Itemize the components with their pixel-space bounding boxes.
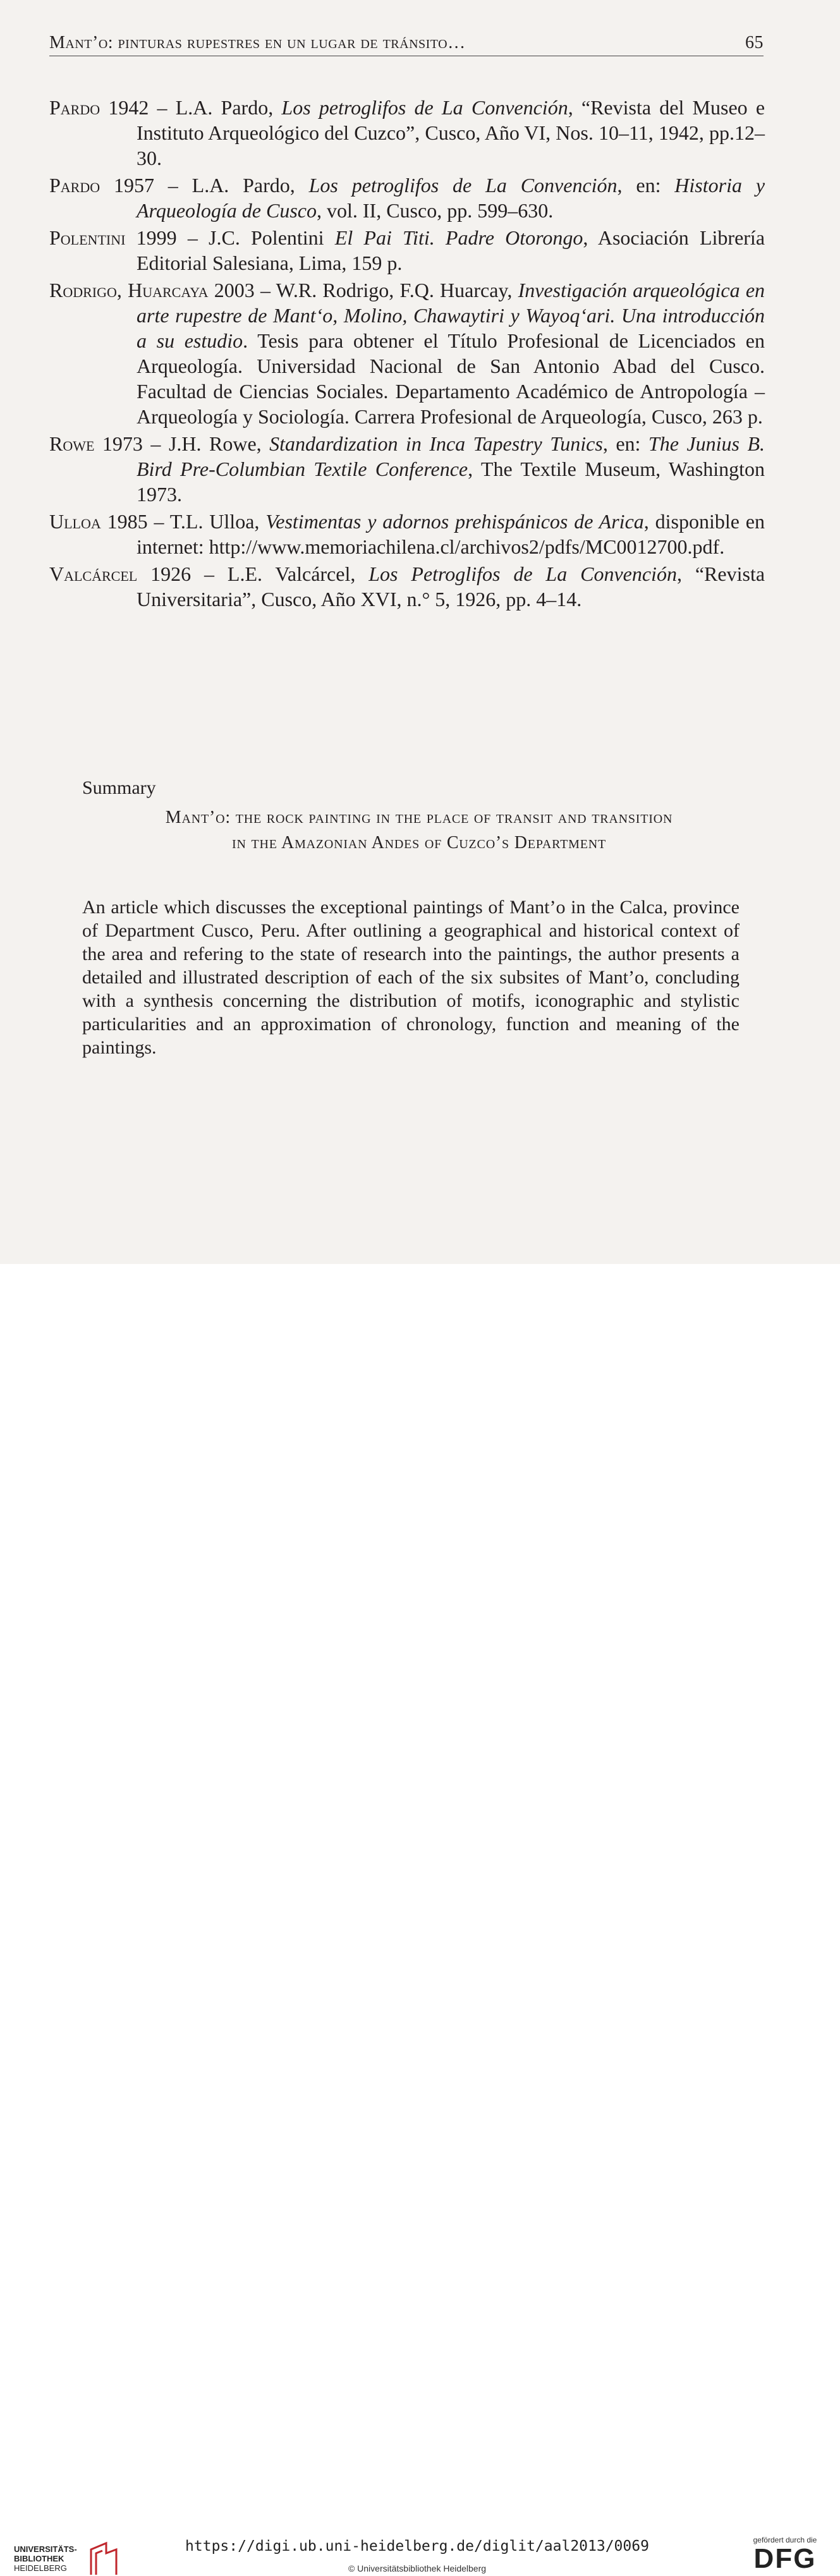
bibliography [49,95,765,614]
abstract-paragraph: An article which discusses the exceptional paintings of Mant’o in the Calca, province of Department Cusco, Peru. After outlining a geographical and historical context of the area and refering to the state of research into the paintings, the author presents a detailed and illustrated description of each of the six subsites of Mant’o, concluding with a synthesis concerning the distribution of motifs, iconographic and stylistic particularities and an approximation of chronology, function and meaning of the paintings. [82,897,740,1058]
running-title: Mant’o: pinturas rupestres en un lugar de tránsito… [49,33,466,52]
reference-entry: Ulloa 1985 – T.L. Ulloa, Vestimentas y adornos prehispánicos de Arica, disponible en internet: http://www.memoriachilena.cl/archivos2/pdfs/MC0012700.pdf. [49,510,765,558]
library-name-line: BIBLIOTHEK [14,2554,64,2563]
summary-label: Summary [82,777,156,798]
summary-title [49,805,789,856]
summary-title-line: in the Amazonian Andes of Cuzco’s Department [232,833,606,853]
reference-entry: Rowe 1973 – J.H. Rowe, Standardization in Inca Tapestry Tunics, en: The Junius B. Bird Pre-Columbian Textile Conference, The Textile Museum, Washington 1973. [49,432,765,506]
dfg-wordmark: DFG [753,2543,817,2574]
library-name-line: UNIVERSITÄTS- [14,2544,77,2554]
copyright-notice: © Universitätsbibliothek Heidelberg [348,2563,487,2573]
summary-title-line: Mant’o: the rock painting in the place of transit and transition [165,808,673,827]
digitization-footer [0,1264,840,2574]
reference-entry: Rodrigo, Huarcaya 2003 – W.R. Rodrigo, F.Q. Huarcay, Investigación arqueológica en arte rupestre de Mant‘o, Molino, Chawaytiri y Wayoq‘ari. Una introducción a su estudio. Tesis para obtener el Título Profesional de Licenciados en Arqueología. Universidad Nacional de San Antonio Abad del Cusco. Facultad de Ciencias Sociales. Departamento Académico de Antropología – Arqueología y Sociología. Carrera Profesional de Arqueología, Cusco, 263 p. [49,279,765,428]
library-logo [14,2541,128,2576]
reference-entry: Pardo 1942 – L.A. Pardo, Los petroglifos de La Convención, “Revista del Museo e Instituto Arqueológico del Cuzco”, Cusco, Año VI, Nos. 10–11, 1942, pp.12–30. [49,96,765,169]
source-url-link[interactable]: https://digi.ub.uni-heidelberg.de/diglit/aal2013/0069 [185,2538,649,2555]
reference-entry: Polentini 1999 – J.C. Polentini El Pai Titi. Padre Otorongo, Asociación Librería Editorial Salesiana, Lima, 159 p. [49,226,765,274]
dfg-logo [741,2536,829,2573]
reference-entry: Valcárcel 1926 – L.E. Valcárcel, Los Petroglifos de La Convención, “Revista Universitaria”, Cusco, Año XVI, n.° 5, 1926, pp. 4–14. [49,562,765,611]
book-page [0,0,840,1264]
library-emblem-icon [85,2541,124,2576]
page-number: 65 [745,33,764,52]
reference-entry: Pardo 1957 – L.A. Pardo, Los petroglifos de La Convención, en: Historia y Arqueología de Cusco, vol. II, Cusco, pp. 599–630. [49,174,765,222]
running-header [49,33,764,56]
library-name-line: HEIDELBERG [14,2563,67,2573]
funding-note: gefördert durch die [753,2536,817,2544]
